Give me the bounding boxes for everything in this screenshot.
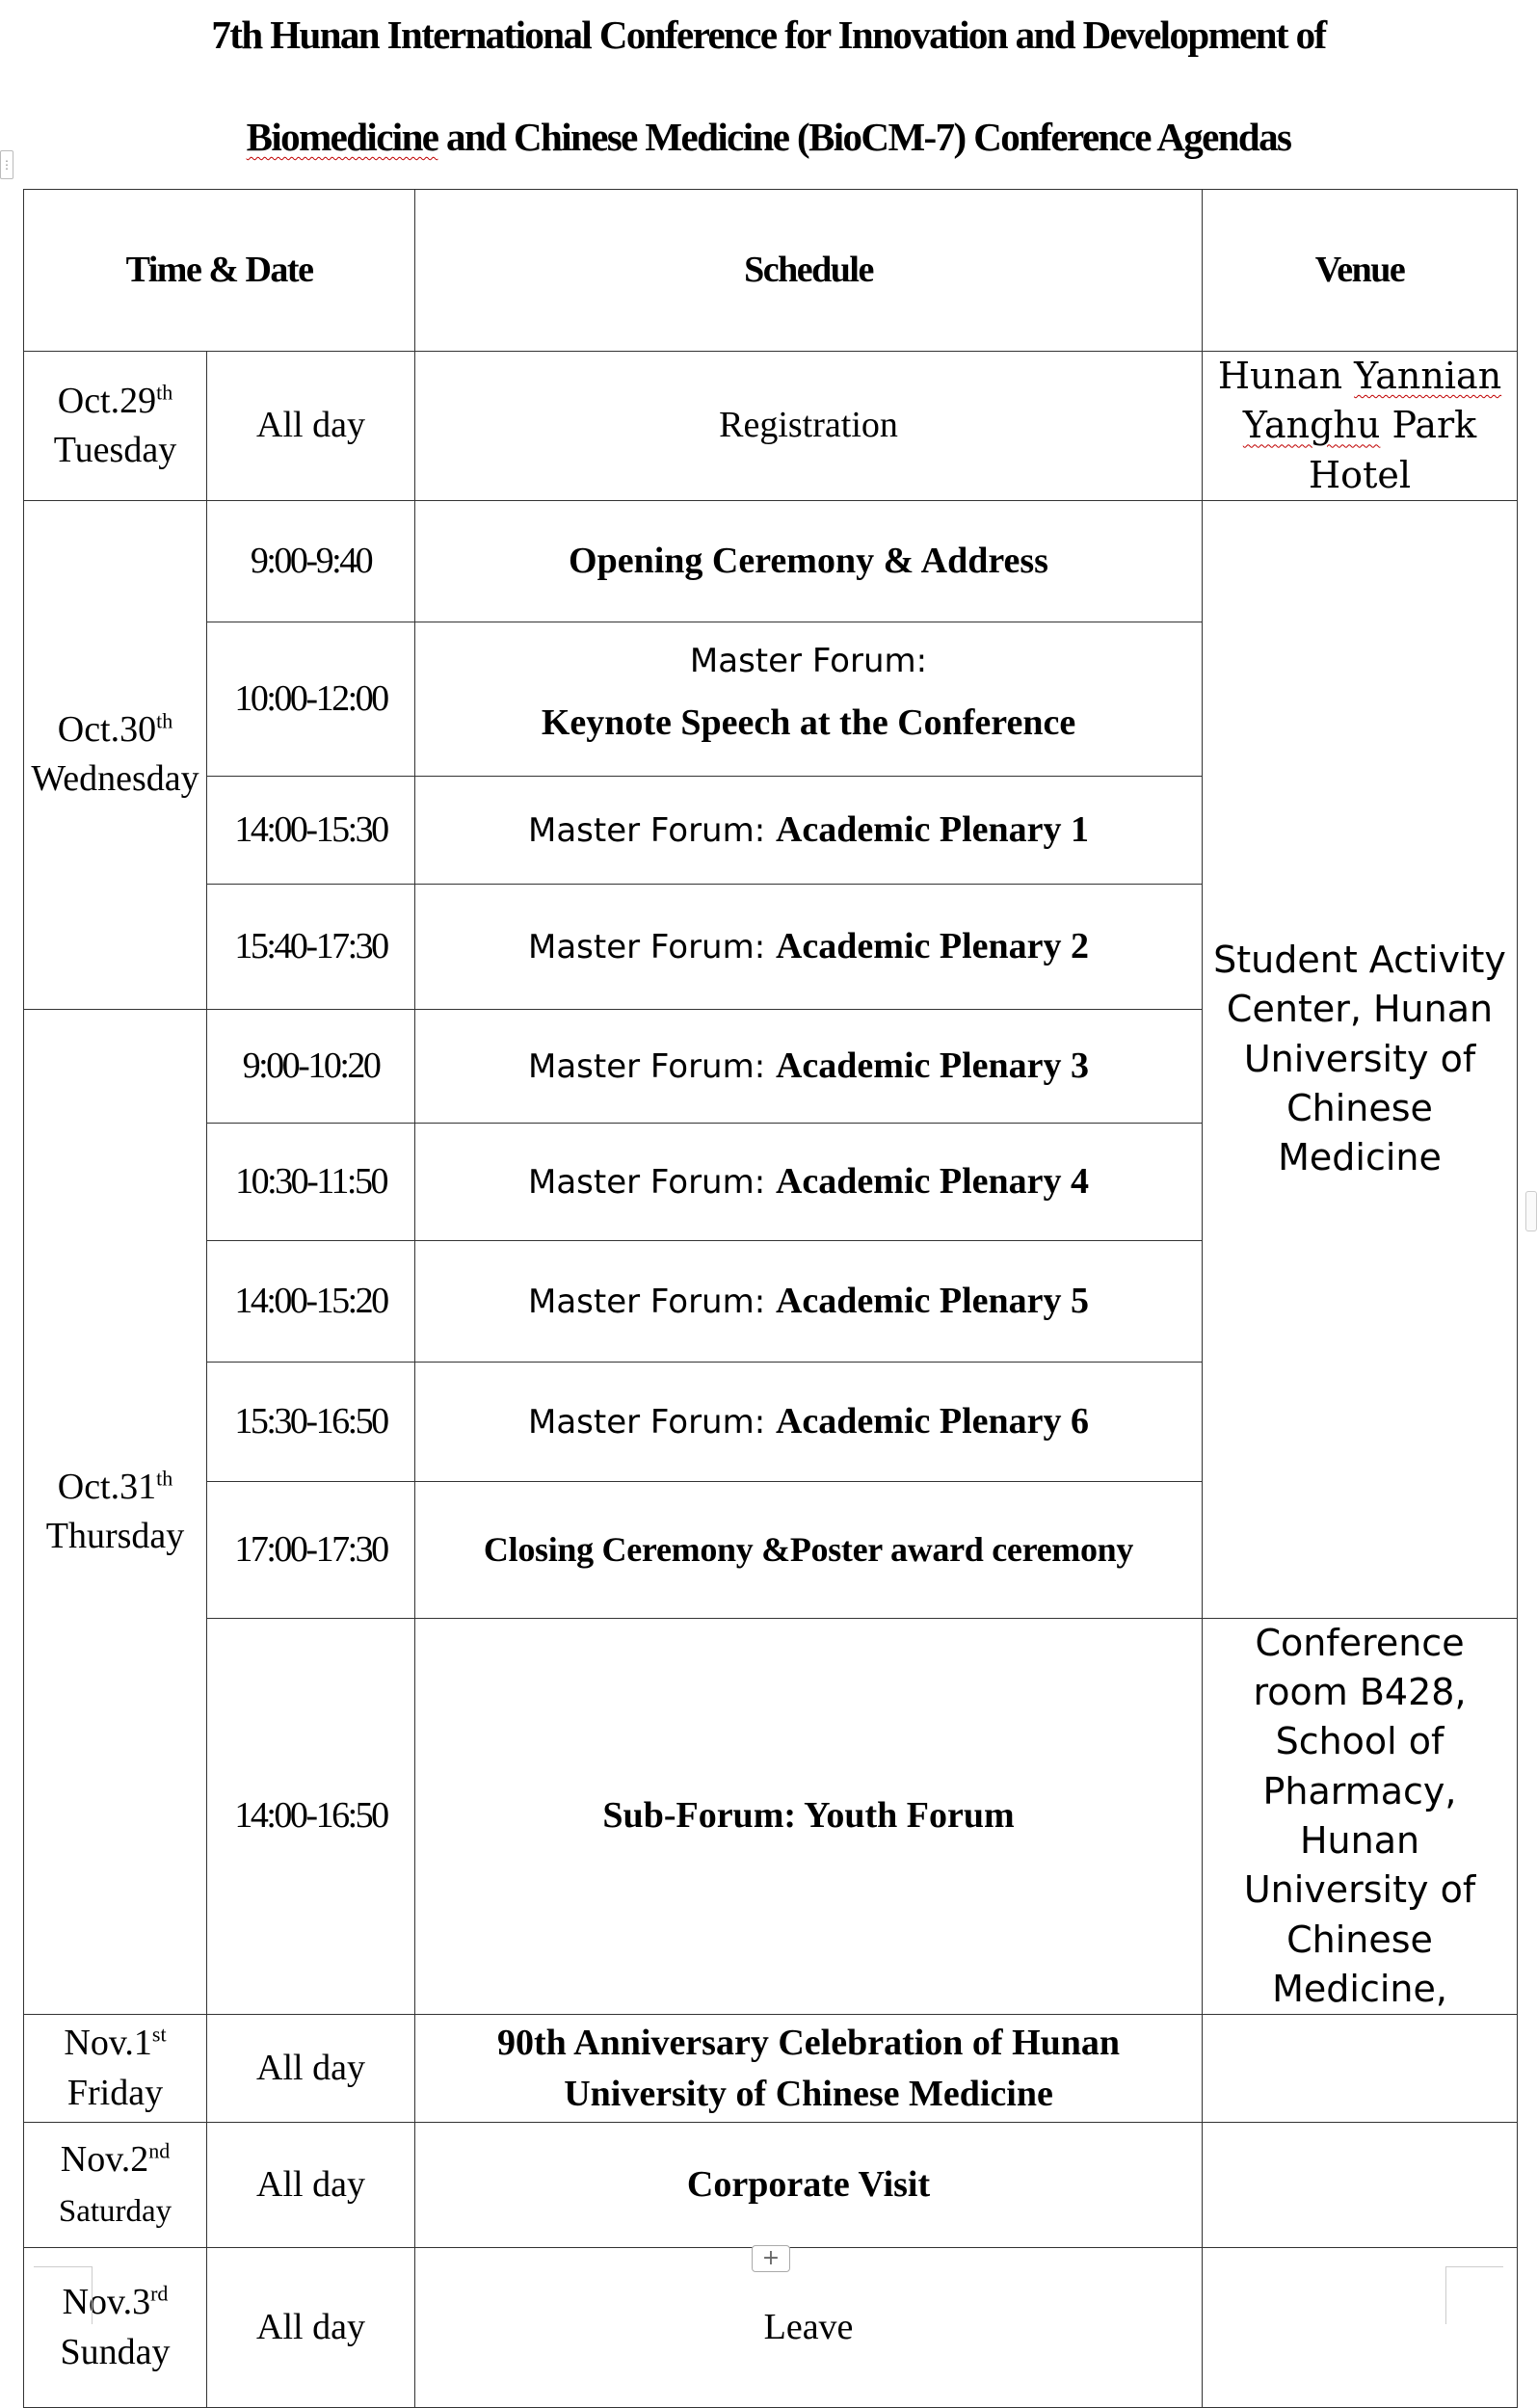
date-cell [24, 352, 207, 501]
weekday-text: Wednesday [31, 758, 199, 800]
time-cell: 9:00-10:20 [207, 1009, 415, 1123]
schedule-title: Academic Plenary 2 [775, 925, 1090, 966]
date-text: Nov.3 [62, 2282, 151, 2323]
page-corner-mark [34, 2266, 92, 2325]
schedule-prefix: Master Forum: [528, 1046, 776, 1086]
date-cell [24, 500, 207, 1009]
schedule-title: Academic Plenary 4 [775, 1160, 1090, 1202]
schedule-prefix: Master Forum: [528, 810, 776, 850]
schedule-title: Academic Plenary 3 [775, 1045, 1090, 1086]
time-cell: 14:00-15:30 [207, 776, 415, 884]
table-row [24, 352, 1518, 501]
date-suffix: th [156, 708, 173, 733]
time-cell: All day [207, 2015, 415, 2123]
table-row [24, 1618, 1518, 2014]
venue-cell: Student Activity Center, Hunan University of Chinese Medicine [1203, 500, 1518, 1618]
time-cell: All day [207, 352, 415, 501]
date-text: Oct.31 [57, 1466, 157, 1507]
time-cell: 10:00-12:00 [207, 622, 415, 776]
time-cell: 17:00-17:30 [207, 1481, 415, 1618]
schedule-cell: Closing Ceremony &Poster award ceremony [415, 1481, 1203, 1618]
header-venue: Venue [1203, 190, 1518, 352]
schedule-prefix: Master Forum: [689, 641, 928, 680]
schedule-title: Academic Plenary 1 [775, 808, 1090, 850]
schedule-title: Academic Plenary 5 [775, 1280, 1090, 1321]
schedule-cell [415, 884, 1203, 1009]
schedule-title: Academic Plenary 6 [775, 1400, 1090, 1442]
header-time-date: Time & Date [24, 190, 415, 352]
schedule-title: Keynote Speech at the Conference [541, 702, 1076, 744]
date-cell [24, 2123, 207, 2248]
date-suffix: nd [148, 2138, 171, 2163]
date-suffix: rd [150, 2281, 169, 2306]
document-title-line-2 [0, 115, 1537, 159]
weekday-text: Saturday [58, 2193, 172, 2229]
time-cell: 14:00-16:50 [207, 1618, 415, 2014]
page-corner-mark [1445, 2266, 1503, 2325]
venue-text: Park Hotel [1309, 404, 1477, 496]
schedule-cell [415, 776, 1203, 884]
spellcheck-word: Yanghu [1242, 404, 1381, 447]
table-row [24, 2015, 1518, 2123]
venue-text: Hunan [1217, 355, 1355, 397]
time-cell: 9:00-9:40 [207, 500, 415, 622]
date-text: Oct.29 [57, 380, 157, 421]
weekday-text: Sunday [60, 2331, 171, 2372]
add-row-button[interactable]: + [752, 2245, 790, 2272]
date-cell [24, 2015, 207, 2123]
venue-cell [1203, 352, 1518, 501]
schedule-cell: Sub-Forum: Youth Forum [415, 1618, 1203, 2014]
weekday-text: Tuesday [53, 429, 177, 470]
table-move-handle[interactable]: ⋮ [0, 150, 13, 179]
schedule-cell [415, 2015, 1203, 2123]
schedule-cell [415, 1240, 1203, 1362]
schedule-cell: Leave [415, 2248, 1203, 2408]
weekday-text: Thursday [45, 1516, 185, 1557]
time-cell: All day [207, 2123, 415, 2248]
time-cell: 15:30-16:50 [207, 1362, 415, 1481]
schedule-cell [415, 622, 1203, 776]
schedule-cell [415, 1123, 1203, 1240]
agenda-table [23, 189, 1518, 2408]
time-cell: All day [207, 2248, 415, 2408]
schedule-cell: Registration [415, 352, 1203, 501]
date-cell [24, 1009, 207, 2014]
date-text: Nov.2 [60, 2139, 149, 2181]
schedule-prefix: Master Forum: [528, 1282, 776, 1321]
weekday-text: Friday [66, 2072, 164, 2113]
schedule-cell: Corporate Visit [415, 2123, 1203, 2248]
time-cell: 10:30-11:50 [207, 1123, 415, 1240]
date-text: Oct.30 [57, 709, 157, 751]
venue-cell-empty [1203, 2123, 1518, 2248]
date-suffix: th [156, 379, 173, 404]
spellcheck-word: Biomedicine [246, 115, 438, 159]
spellcheck-word: Yannian [1354, 355, 1502, 397]
schedule-cell [415, 1362, 1203, 1481]
title-rest: and Chinese Medicine (BioCM-7) Conference Agendas [437, 115, 1291, 159]
date-suffix: th [156, 1466, 173, 1491]
schedule-cell [415, 1009, 1203, 1123]
date-suffix: st [151, 2022, 167, 2047]
time-cell: 14:00-15:20 [207, 1240, 415, 1362]
document-title-line-1: 7th Hunan International Conference for Innovation and Development of [211, 13, 1326, 57]
schedule-prefix: Master Forum: [528, 927, 776, 966]
schedule-line: University of Chinese Medicine [564, 2073, 1053, 2114]
table-row [24, 2123, 1518, 2248]
table-resize-handle[interactable] [1525, 1191, 1537, 1231]
schedule-prefix: Master Forum: [528, 1162, 776, 1202]
time-cell: 15:40-17:30 [207, 884, 415, 1009]
date-text: Nov.1 [64, 2023, 152, 2064]
schedule-cell: Opening Ceremony & Address [415, 500, 1203, 622]
header-schedule: Schedule [415, 190, 1203, 352]
schedule-line: 90th Anniversary Celebration of Hunan [496, 2022, 1121, 2063]
table-row [24, 500, 1518, 622]
schedule-prefix: Master Forum: [528, 1402, 776, 1442]
venue-cell-empty [1203, 2015, 1518, 2123]
table-header-row [24, 190, 1518, 352]
venue-cell: Conference room B428, School of Pharmacy, Hunan University of Chinese Medicine, [1203, 1618, 1518, 2014]
